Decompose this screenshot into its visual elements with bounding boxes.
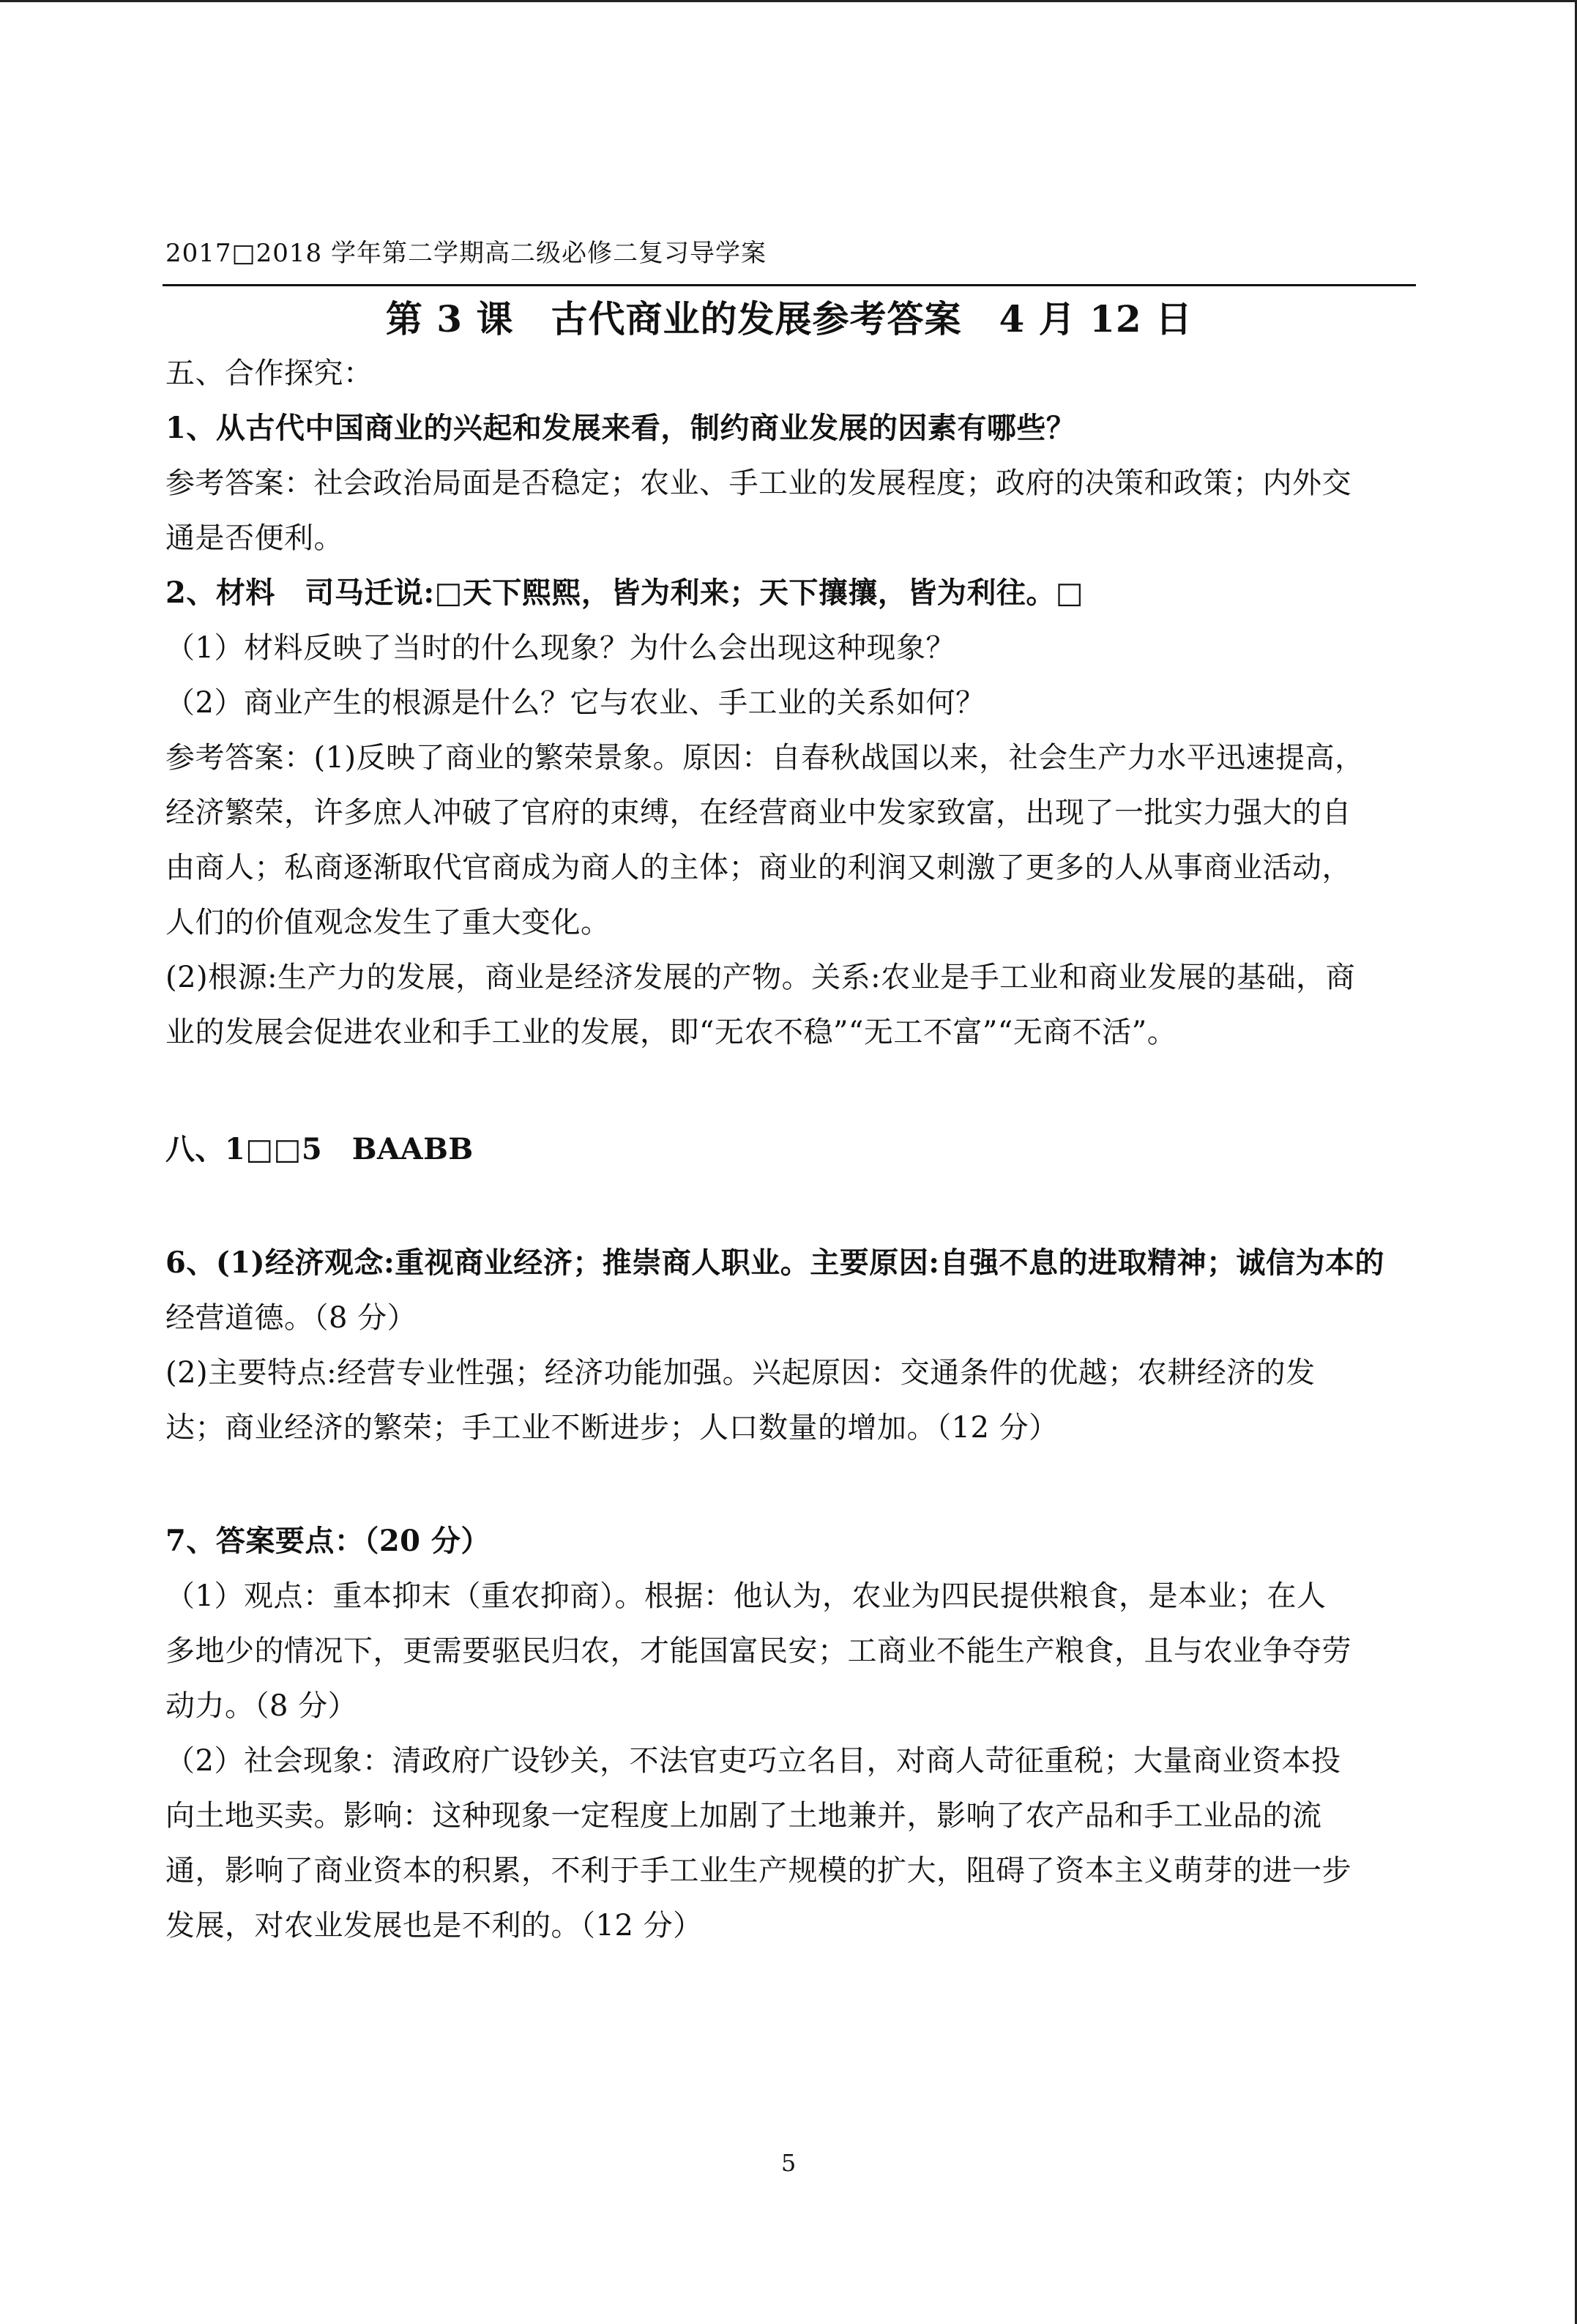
answer-7-part-2-line-2: 向土地买卖。影响：这种现象一定程度上加剧了土地兼并，影响了农产品和手工业品的流 xyxy=(165,1799,1322,1833)
answer-7-part-1-line-3: 动力。（8 分） xyxy=(165,1689,358,1723)
page-title: 第 3 课 古代商业的发展参考答案 4 月 12 日 xyxy=(385,297,1193,340)
question-2-part-2: （2）商业产生的根源是什么？它与农业、手工业的关系如何？ xyxy=(165,686,985,720)
answer-2-line-3: 由商人；私商逐渐取代官商成为商人的主体；商业的利润又刺激了更多的人从事商业活动， xyxy=(165,851,1352,884)
answer-7-heading: 7、答案要点：（20 分） xyxy=(165,1524,491,1558)
answer-2-line-6: 业的发展会促进农业和手工业的发展，即“无农不稳”“无工不富”“无商不活”。 xyxy=(165,1016,1177,1049)
answer-2-line-4: 人们的价值观念发生了重大变化。 xyxy=(165,906,611,939)
answer-1-line-1: 参考答案：社会政治局面是否稳定；农业、手工业的发展程度；政府的决策和政策；内外交 xyxy=(165,466,1352,500)
answer-6-line-3: (2)主要特点:经营专业性强；经济功能加强。兴起原因：交通条件的优越；农耕经济的发 xyxy=(165,1356,1316,1390)
answer-2-line-5: (2)根源:生产力的发展，商业是经济发展的产物。关系:农业是手工业和商业发展的基础，商 xyxy=(165,961,1356,994)
answer-2-line-2: 经济繁荣，许多庶人冲破了官府的束缚，在经营商业中发家致富，出现了一批实力强大的自 xyxy=(165,796,1352,830)
answer-6-line-4: 达；商业经济的繁荣；手工业不断进步；人口数量的增加。（12 分） xyxy=(165,1411,1059,1445)
answer-2-line-1: 参考答案：(1)反映了商业的繁荣景象。原因：自春秋战国以来，社会生产力水平迅速提高， xyxy=(165,741,1365,775)
answer-1-line-2: 通是否便利。 xyxy=(165,521,343,555)
question-1: 1、从古代中国商业的兴起和发展来看，制约商业发展的因素有哪些？ xyxy=(165,411,1076,445)
answer-6-line-1: 6、(1)经济观念:重视商业经济；推崇商人职业。主要原因:自强不息的进取精神；诚信为本的 xyxy=(165,1245,1385,1280)
answer-7-part-1-line-2: 多地少的情况下，更需要驱民归农，才能国富民安；工商业不能生产粮食，且与农业争夺劳 xyxy=(165,1634,1352,1668)
section-heading-cooperative-inquiry: 五、合作探究： xyxy=(165,357,373,390)
section-8-answers: 八、1□□5 BAABB xyxy=(165,1132,474,1166)
page-border-top xyxy=(0,0,1577,2)
answer-7-part-2-line-4: 发展，对农业发展也是不利的。（12 分） xyxy=(165,1909,703,1943)
answer-7-part-1-line-1: （1）观点：重本抑末（重农抑商）。根据：他认为，农业为四民提供粮食，是本业；在人 xyxy=(165,1579,1327,1613)
question-2-material: 2、材料 司马迁说:□天下熙熙，皆为利来；天下攘攘，皆为利往。□ xyxy=(165,576,1084,610)
answer-7-part-2-line-3: 通，影响了商业资本的积累，不利于手工业生产规模的扩大，阻碍了资本主义萌芽的进一步 xyxy=(165,1854,1352,1888)
answer-7-part-2-line-1: （2）社会现象：清政府广设钞关，不法官吏巧立名目，对商人苛征重税；大量商业资本投 xyxy=(165,1744,1341,1778)
document-header: 2017□2018 学年第二学期高二级必修二复习导学案 xyxy=(165,239,767,268)
answer-6-line-2: 经营道德。（8 分） xyxy=(165,1301,417,1335)
page-number: 5 xyxy=(780,2149,797,2177)
question-2-part-1: （1）材料反映了当时的什么现象？为什么会出现这种现象？ xyxy=(165,631,955,665)
header-rule xyxy=(163,284,1416,286)
